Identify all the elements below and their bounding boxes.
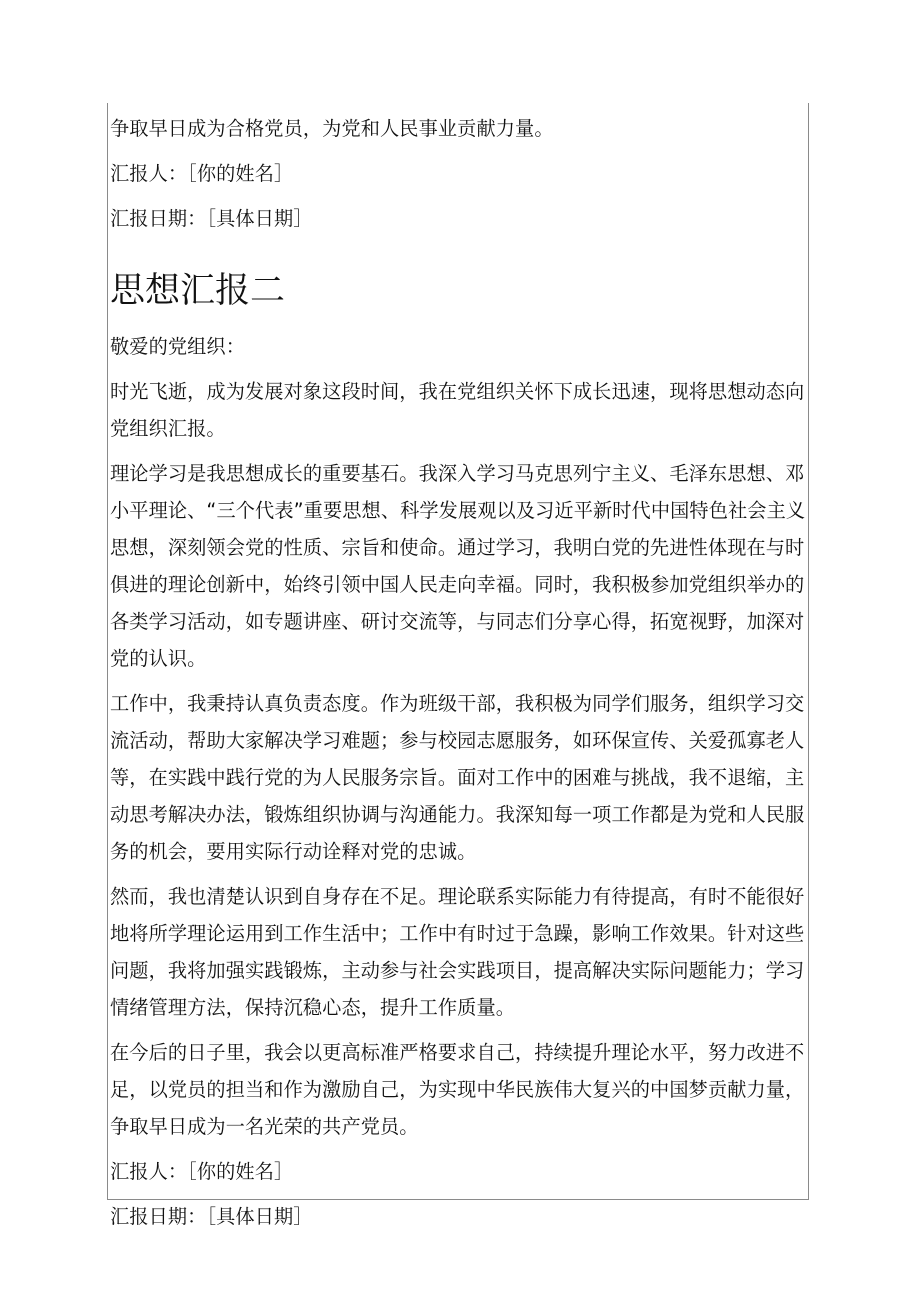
- report-reporter: 汇报人：［你的姓名］: [110, 1160, 294, 1183]
- paragraph-theory-study: 理论学习是我思想成长的重要基石。我深入学习马克思列宁主义、毛泽东思想、邓小平理论、“三个代表”重要思想、科学发展观以及习近平新时代中国特色社会主义思想，深刻领会党的性质、宗旨和使命。通过学习，我明白党的先进性体现在与时俱进的理论创新中，始终引领中国人民走向幸福。同时，我积极参加党组织举办的各类学习活动，如专题讲座、研讨交流等，与同志们分享心得，拓宽视野，加深对党的认识。: [110, 462, 806, 670]
- document-content: [110, 110, 808, 1243]
- paragraph-future: 在今后的日子里，我会以更高标准严格要求自己，持续提升理论水平，努力改进不足，以党员的担当和作为激励自己，为实现中华民族伟大复兴的中国梦贡献力量，争取早日成为一名光荣的共产党员。: [110, 1041, 805, 1138]
- report-date: 汇报日期：［具体日期］: [110, 1205, 313, 1228]
- previous-report-reporter: 汇报人：［你的姓名］: [110, 162, 294, 185]
- paragraph-intro: 时光飞逝，成为发展对象这段时间，我在党组织关怀下成长迅速，现将思想动态向党组织汇报。: [110, 380, 805, 440]
- report-title: 思想汇报二: [110, 271, 286, 311]
- previous-report-date: 汇报日期：［具体日期］: [110, 207, 313, 230]
- previous-report-closing: 争取早日成为合格党员，为党和人民事业贡献力量。: [110, 117, 554, 140]
- salutation: 敬爱的党组织：: [110, 335, 246, 358]
- paragraph-work: 工作中，我秉持认真负责态度。作为班级干部，我积极为同学们服务，组织学习交流活动，帮助大家解决学习难题；参与校园志愿服务，如环保宣传、关爱孤寡老人等，在实践中践行党的为人民服务宗旨。面对工作中的困难与挑战，我不退缩，主动思考解决办法，锻炼组织协调与沟通能力。我深知每一项工作都是为党和人民服务的机会，要用实际行动诠释对党的忠诚。: [110, 692, 805, 863]
- paragraph-shortcomings: 然而，我也清楚认识到自身存在不足。理论联系实际能力有待提高，有时不能很好地将所学理论运用到工作生活中；工作中有时过于急躁，影响工作效果。针对这些问题，我将加强实践锻炼，主动参与社会实践项目，提高解决实际问题能力；学习情绪管理方法，保持沉稳心态，提升工作质量。: [110, 885, 805, 1019]
- document-page: [107, 103, 809, 1228]
